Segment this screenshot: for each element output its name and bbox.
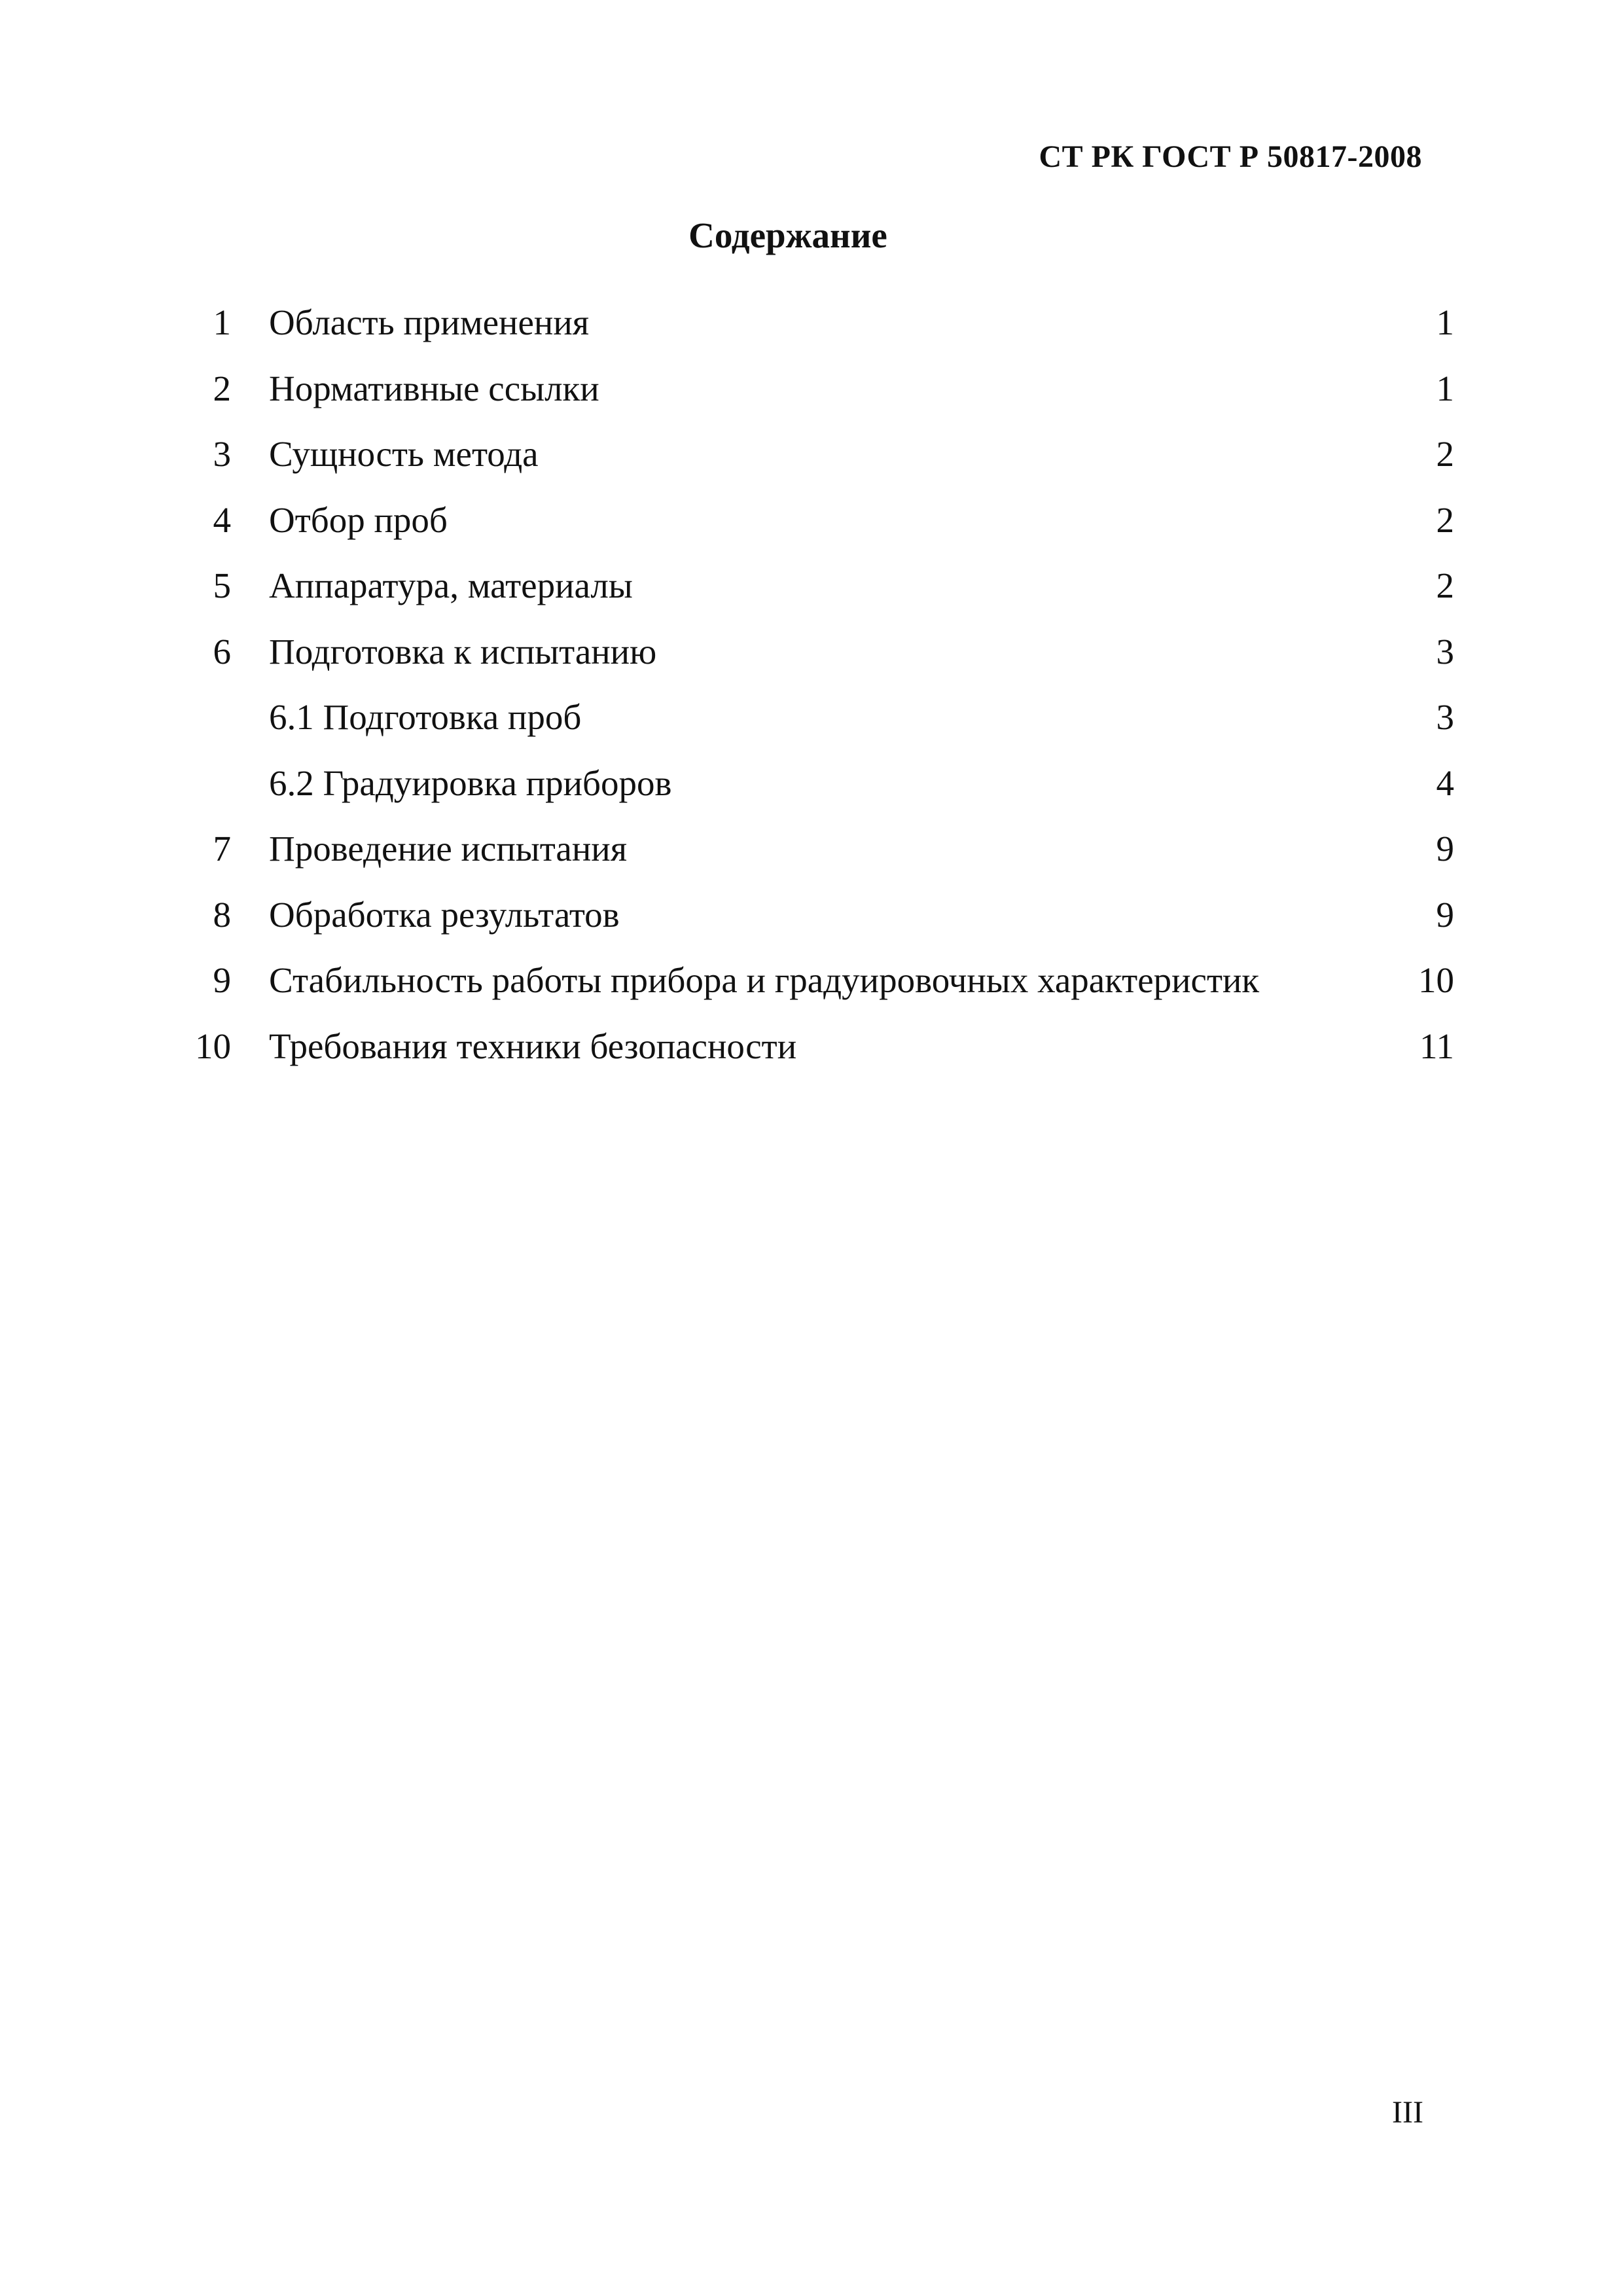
toc-entry-page: 2 [1436, 499, 1454, 540]
toc-subentry[interactable] [0, 760, 1623, 826]
page-number: III [1392, 2095, 1423, 2130]
toc-entry[interactable] [0, 825, 1623, 891]
toc-entry[interactable] [0, 628, 1623, 694]
toc-entry-page: 11 [1419, 1026, 1454, 1066]
toc-entry[interactable] [0, 1023, 1623, 1089]
toc-entry-page: 4 [1436, 762, 1454, 803]
toc-entry-title: Требования техники безопасности [269, 1026, 797, 1066]
toc-entry-page: 2 [1436, 565, 1454, 605]
toc-entry-page: 1 [1436, 368, 1454, 408]
toc-entry-title: Отбор проб [269, 499, 448, 540]
toc-entry-page: 3 [1436, 631, 1454, 672]
toc-entry-number: 7 [213, 829, 231, 869]
toc-entry[interactable] [0, 299, 1623, 365]
toc-entry-title: Обработка результатов [269, 894, 620, 935]
toc-subentry[interactable] [0, 694, 1623, 760]
toc-entry-page: 2 [1436, 434, 1454, 474]
toc-entry-number: 4 [213, 499, 231, 540]
toc-entry-page: 3 [1436, 697, 1454, 737]
toc-entry-title: Стабильность работы прибора и градуировочных характеристик [269, 960, 1260, 1000]
table-of-contents [0, 299, 1623, 1088]
toc-entry[interactable] [0, 431, 1623, 497]
toc-title: Содержание [688, 215, 887, 255]
toc-entry-number: 3 [213, 434, 231, 474]
toc-entry[interactable] [0, 891, 1623, 958]
toc-entry[interactable] [0, 562, 1623, 628]
toc-subentry-title: 6.2 Градуировка приборов [269, 762, 672, 803]
toc-entry-number: 2 [213, 368, 231, 408]
toc-entry-title: Проведение испытания [269, 829, 627, 869]
toc-entry-page: 9 [1436, 894, 1454, 935]
toc-entry-number: 9 [213, 960, 231, 1000]
toc-entry-number: 8 [213, 894, 231, 935]
toc-entry-number: 10 [195, 1026, 231, 1066]
toc-entry-page: 9 [1436, 829, 1454, 869]
toc-entry[interactable] [0, 497, 1623, 563]
toc-entry-number: 6 [213, 631, 231, 672]
toc-entry-title: Подготовка к испытанию [269, 631, 657, 672]
document-code: СТ РК ГОСТ Р 50817-2008 [1039, 139, 1422, 174]
toc-entry-title: Сущность метода [269, 434, 539, 474]
toc-entry-title: Аппаратура, материалы [269, 565, 633, 605]
toc-entry-title: Область применения [269, 302, 590, 342]
toc-entry-page: 1 [1436, 302, 1454, 342]
toc-entry[interactable] [0, 957, 1623, 1023]
toc-entry-page: 10 [1418, 960, 1454, 1000]
toc-entry[interactable] [0, 365, 1623, 431]
toc-entry-title: Нормативные ссылки [269, 368, 599, 408]
toc-entry-number: 5 [213, 565, 231, 605]
toc-entry-number: 1 [213, 302, 231, 342]
toc-subentry-title: 6.1 Подготовка проб [269, 697, 582, 737]
